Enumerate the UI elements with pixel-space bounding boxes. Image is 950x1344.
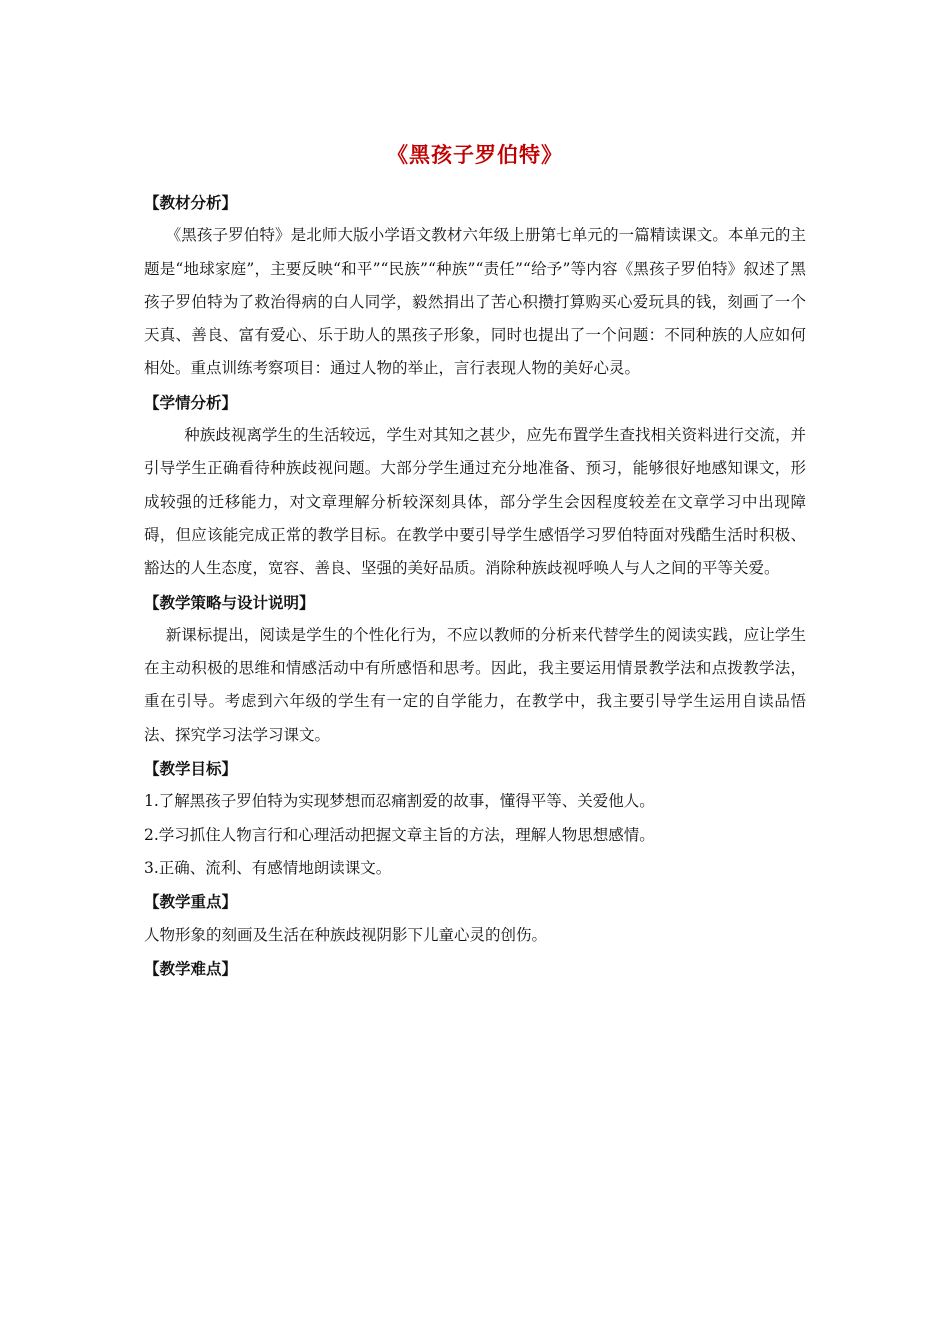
section-heading-textbook: 【教材分析】 (144, 193, 238, 212)
section-heading-goals: 【教学目标】 (144, 759, 238, 779)
goal-item-1: 1.了解黑孩子罗伯特为实现梦想而忍痛割爱的故事，懂得平等、关爱他人。 (144, 792, 655, 811)
document-title: 《黑孩子罗伯特》 (387, 142, 563, 167)
section-heading-difficulties: 【教学难点】 (144, 958, 238, 978)
section-heading-strategy: 【教学策略与设计说明】 (144, 592, 315, 612)
goal-item-2: 2.学习抓住人物言行和心理活动把握文章主旨的方法，理解人物思想感情。 (144, 825, 655, 844)
section-body-strategy: 新课标提出，阅读是学生的个性化行为，不应以教师的分析来代替学生的阅读实践，应让学生在主动积极的思维和情感活动中有所感悟和思考。因此，我主要运用情景教学法和点拨教学法，重在引导。考虑到六年级的学生有一定的自学能力，在教学中，我主要引导学生运用自读品悟法、探究学习法学习课文。 (144, 625, 806, 744)
section-body-textbook: 《黑孩子罗伯特》是北师大版小学语文教材六年级上册第七单元的一篇精读课文。本单元的主题是“地球家庭”，主要反映“和平”“民族”“种族”“责任”“给予”等内容《黑孩子罗伯特》叙述了黑孩子罗伯特为了救治得病的白人同学，毅然捐出了苦心积攒打算购买心爱玩具的钱，刻画了一个天真、善良、富有爱心、乐于助人的黑孩子形象，同时也提出了一个问题：不同种族的人应如何相处。重点训练考察项目：通过人物的举止，言行表现人物的美好心灵。 (144, 226, 806, 378)
section-heading-keypoints: 【教学重点】 (144, 892, 238, 912)
goal-item-3: 3.正确、流利、有感情地朗读课文。 (144, 858, 392, 877)
section-body-keypoints: 人物形象的刻画及生活在种族歧视阴影下儿童心灵的创伤。 (144, 925, 548, 944)
document-body (144, 186, 806, 985)
section-heading-students: 【学情分析】 (144, 392, 238, 412)
section-body-students: 种族歧视离学生的生活较远，学生对其知之甚少，应先布置学生查找相关资料进行交流，并引导学生正确看待种族歧视问题。大部分学生通过充分地准备、预习，能够很好地感知课文，形成较强的迁移能力，对文章理解分析较深刻具体，部分学生会因程度较差在文章学习中出现障碍，但应该能完成正常的教学目标。在教学中要引导学生感悟学习罗伯特面对残酷生活时积极、豁达的人生态度，宽容、善良、坚强的美好品质。消除种族歧视呼唤人与人之间的平等关爱。 (144, 426, 806, 578)
